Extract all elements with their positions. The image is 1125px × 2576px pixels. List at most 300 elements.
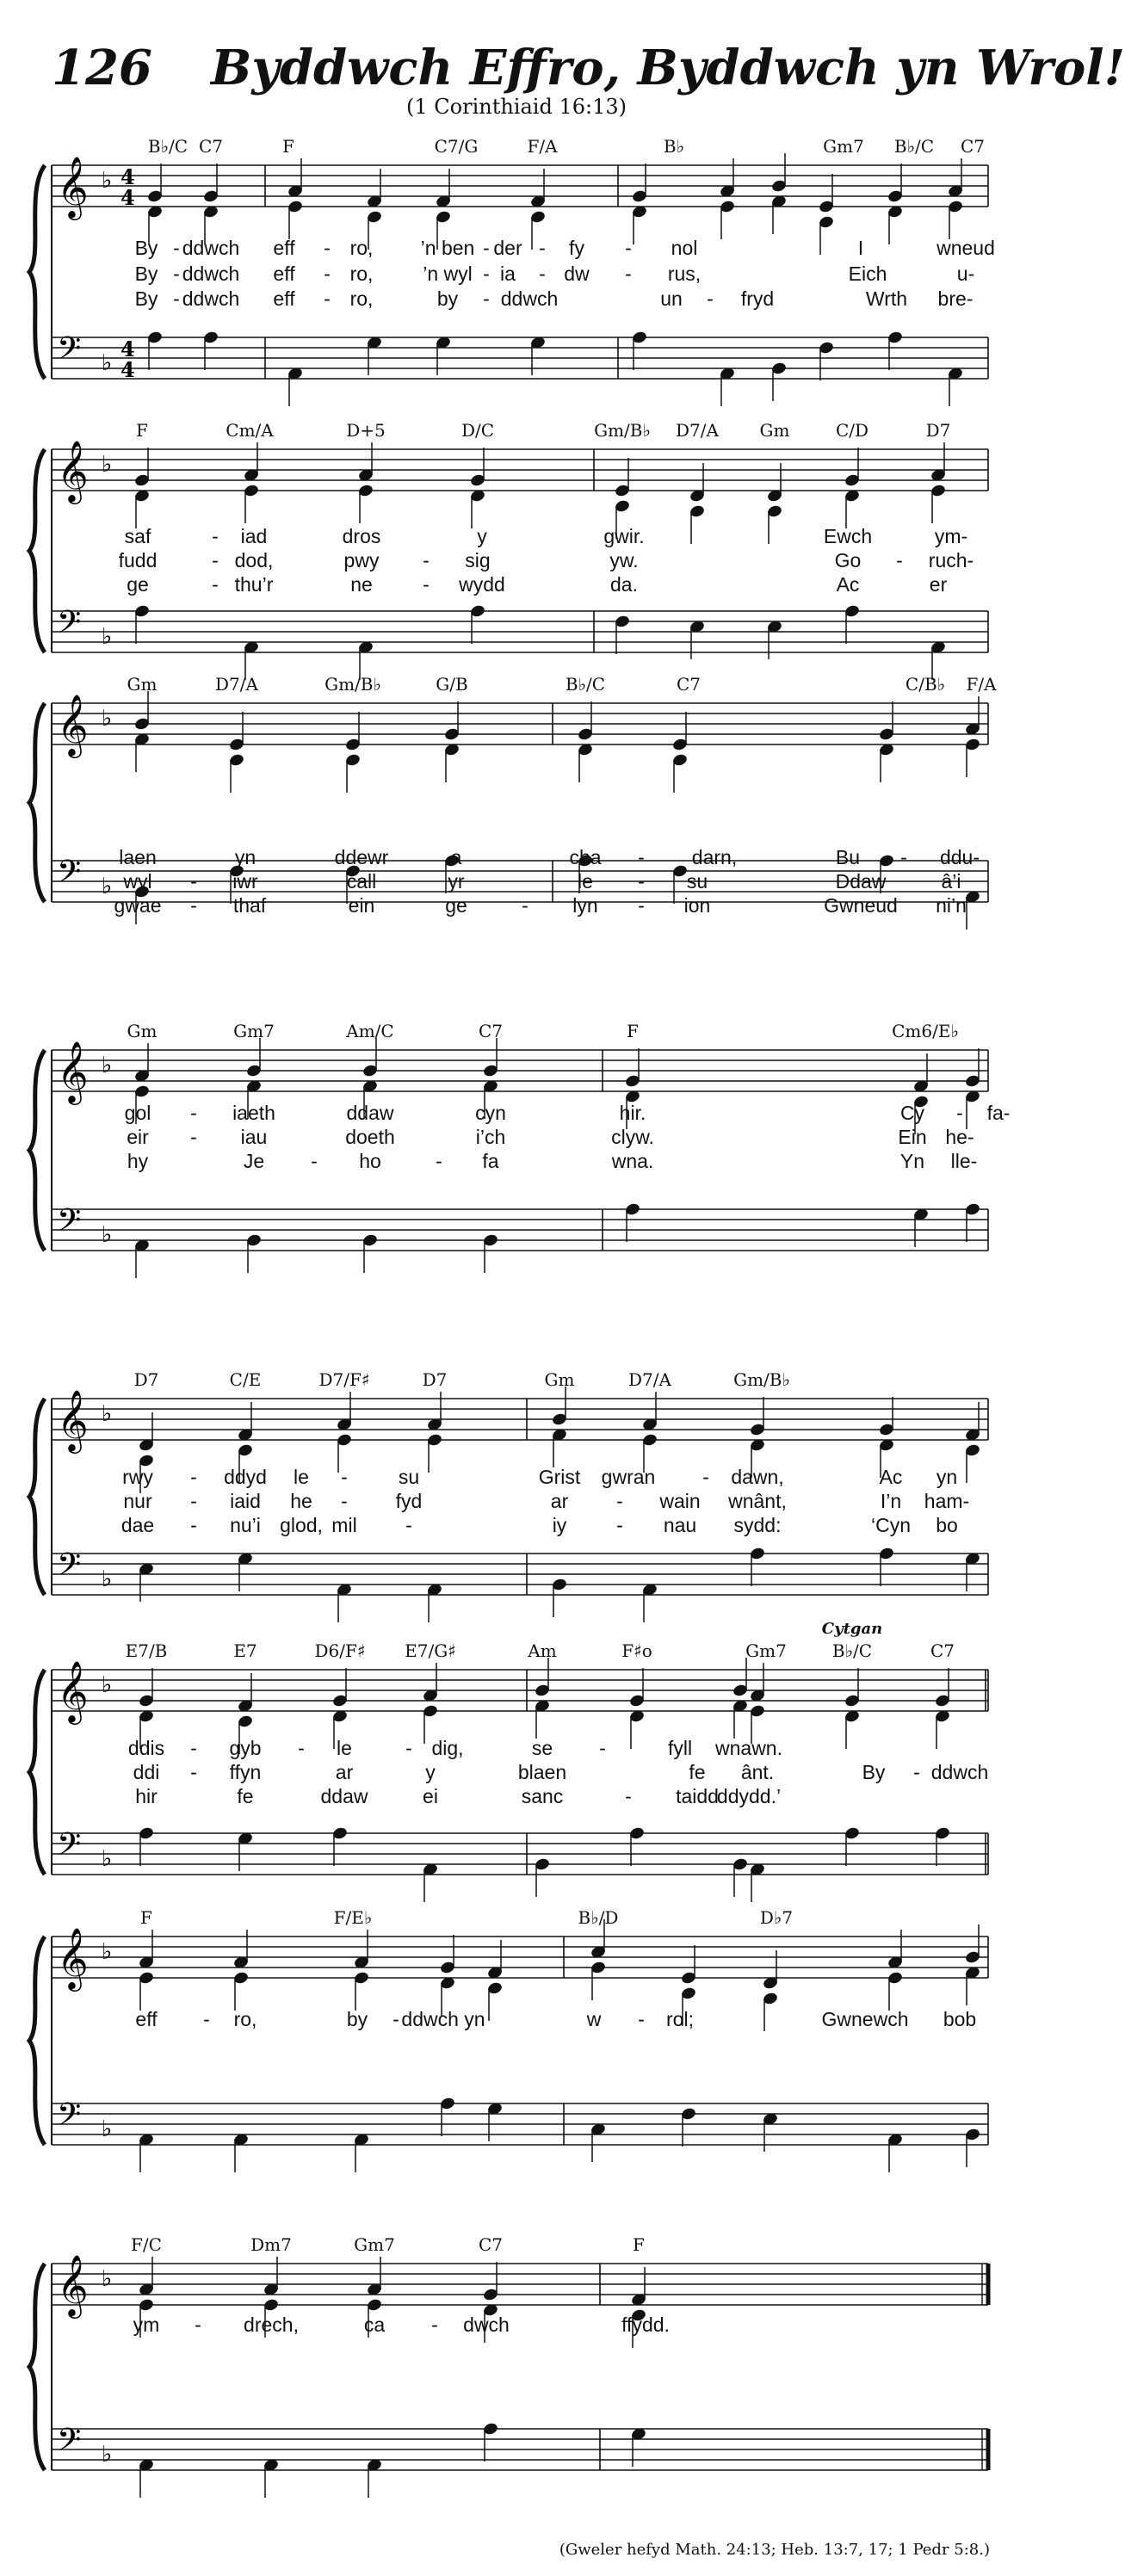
- lyric-syllable: by: [436, 287, 459, 310]
- lyric-syllable: -: [539, 237, 546, 259]
- lyric-syllable: eff: [135, 2008, 158, 2030]
- key-flat-icon: ♭: [102, 2116, 113, 2142]
- lyric-syllable: ’n wyl: [423, 263, 473, 285]
- lyric-syllable: -: [324, 287, 331, 310]
- chord-symbol: C7: [478, 2234, 504, 2255]
- lyric-syllable: ddis: [127, 1737, 165, 1759]
- lyric-syllable: dae: [121, 1514, 155, 1536]
- lyric-syllable: ddwch: [182, 237, 240, 259]
- lyric-syllable: le: [337, 1737, 352, 1759]
- lyric-syllable: ro,: [349, 287, 374, 310]
- lyric-syllable: cha: [569, 846, 602, 868]
- lyric-syllable: -: [539, 263, 546, 285]
- chord-symbol: Gm7: [233, 1021, 275, 1041]
- lyric-syllable: fe: [237, 1785, 254, 1807]
- chord-symbol: C7: [676, 674, 702, 695]
- treble-clef-icon: 𝄞: [57, 1388, 89, 1451]
- staff-system: [0, 2238, 1033, 2513]
- lyric-syllable: ge: [445, 894, 467, 917]
- lyric-syllable: -: [625, 263, 632, 285]
- chord-symbol: G/B: [436, 674, 468, 695]
- lyric-syllable: dig,: [431, 1737, 464, 1759]
- lyric-syllable: -: [707, 287, 714, 310]
- chord-symbol: Am/C: [346, 1021, 394, 1041]
- lyric-syllable: a: [450, 846, 462, 868]
- refrain-cue: Cytgan: [821, 1620, 883, 1638]
- lyric-syllable: Cy: [899, 1102, 925, 1124]
- lyric-syllable: -: [212, 573, 219, 596]
- chord-symbol: Gm7: [745, 1640, 787, 1661]
- chord-symbol: F/C: [131, 2234, 162, 2255]
- lyric-syllable: -: [324, 263, 331, 285]
- lyric-syllable: Wrth: [865, 287, 908, 310]
- lyric-syllable: u-: [956, 263, 975, 285]
- lyric-syllable: ddwch: [182, 287, 240, 310]
- lyric-syllable: fy: [569, 237, 584, 259]
- key-flat-icon: ♭: [102, 1053, 113, 1078]
- key-flat-icon: ♭: [102, 2266, 113, 2292]
- lyric-syllable: iau: [240, 1126, 268, 1148]
- lyric-syllable: su: [398, 1466, 420, 1488]
- lyric-syllable: -: [212, 525, 219, 547]
- lyric-syllable: dawn,: [731, 1466, 784, 1488]
- lyric-syllable: -: [190, 1761, 197, 1783]
- lyric-syllable: fa-: [986, 1102, 1011, 1124]
- lyric-syllable: -: [896, 549, 903, 571]
- footer-references: (Gweler hefyd Math. 24:13; Heb. 13:7, 17; 1 Pedr 5:8.): [559, 2541, 990, 2559]
- lyric-syllable: pwy: [343, 549, 380, 571]
- lyric-syllable: -: [190, 894, 197, 917]
- lyric-syllable: rol;: [666, 2008, 694, 2030]
- lyric-syllable: iaid: [230, 1490, 261, 1512]
- treble-clef-icon: 𝄞: [57, 1040, 89, 1103]
- chord-symbol: D7: [925, 420, 951, 441]
- lyric-syllable: -: [393, 2008, 399, 2030]
- chord-symbol: C/B♭: [905, 674, 946, 695]
- chord-symbol: D♭7: [759, 1907, 794, 1928]
- lyric-syllable: -: [625, 237, 632, 259]
- lyric-syllable: Ac: [836, 573, 860, 596]
- lyric-syllable: ham-: [924, 1490, 970, 1512]
- lyric-syllable: Ewch: [823, 525, 873, 547]
- lyric-syllable: ro,: [349, 237, 374, 259]
- lyric-syllable: -: [616, 1514, 623, 1536]
- lyric-syllable: -: [483, 287, 490, 310]
- lyric-syllable: fudd: [118, 549, 158, 571]
- lyric-syllable: mil: [331, 1514, 357, 1536]
- lyric-syllable: -: [341, 1466, 348, 1488]
- chord-symbol: C/E: [229, 1369, 262, 1390]
- lyric-syllable: -: [423, 549, 430, 571]
- lyric-syllable: ein: [348, 894, 375, 917]
- treble-clef-icon: 𝄞: [57, 155, 89, 218]
- lyric-syllable: i’ch: [475, 1126, 506, 1148]
- lyric-syllable: ddwch: [182, 263, 240, 285]
- lyric-syllable: yn: [936, 1466, 958, 1488]
- lyric-syllable: ddwch: [930, 1761, 989, 1783]
- lyric-syllable: ro,: [233, 2008, 257, 2030]
- music-system: [0, 1016, 1033, 1291]
- key-flat-icon: ♭: [102, 1846, 113, 1872]
- lyric-syllable: thaf: [232, 894, 267, 917]
- lyric-syllable: -: [173, 263, 180, 285]
- hymn-title: Byddwch Effro, Byddwch yn Wrol!: [211, 40, 1125, 96]
- lyric-syllable: yr: [448, 870, 465, 893]
- lyric-syllable: er: [929, 573, 948, 596]
- chord-symbol: B♭/C: [831, 1640, 873, 1661]
- lyric-syllable: -: [900, 846, 907, 868]
- chord-symbol: Gm: [759, 420, 790, 441]
- lyric-syllable: gol: [124, 1102, 151, 1124]
- lyric-syllable: -: [195, 2313, 201, 2336]
- chord-symbol: Gm: [544, 1369, 575, 1390]
- lyric-syllable: -: [702, 1466, 709, 1488]
- lyric-syllable: -: [311, 1150, 318, 1172]
- staff-system: [0, 1911, 1033, 2186]
- lyric-syllable: -: [599, 1737, 606, 1759]
- lyric-syllable: yw.: [609, 549, 639, 571]
- key-flat-icon: ♭: [102, 168, 113, 194]
- lyric-syllable: un: [660, 287, 683, 310]
- lyric-syllable: -: [956, 1102, 963, 1124]
- lyric-syllable: bre-: [937, 287, 974, 310]
- lyric-syllable: he: [290, 1490, 312, 1512]
- treble-clef-icon: 𝄞: [57, 693, 89, 756]
- chord-symbol: F/E♭: [333, 1907, 373, 1928]
- lyric-syllable: â’i: [941, 870, 961, 893]
- hymn-number: 126: [52, 40, 152, 96]
- lyric-syllable: -: [483, 237, 490, 259]
- music-system: [0, 1620, 1033, 1919]
- chord-symbol: Dm7: [250, 2234, 292, 2255]
- lyric-syllable: ddaw: [346, 1102, 394, 1124]
- lyric-syllable: -: [173, 237, 180, 259]
- key-flat-icon: ♭: [102, 350, 113, 376]
- key-flat-icon: ♭: [102, 706, 113, 732]
- chord-symbol: Gm/B♭: [733, 1369, 790, 1390]
- key-flat-icon: ♭: [102, 2442, 113, 2468]
- lyric-syllable: iaeth: [232, 1102, 275, 1124]
- bass-clef-icon: 𝄢: [57, 2097, 82, 2140]
- lyric-syllable: hy: [127, 1150, 149, 1172]
- lyric-syllable: ion: [683, 894, 711, 917]
- lyric-syllable: By: [134, 263, 158, 285]
- lyric-syllable: dwch: [463, 2313, 510, 2336]
- lyric-syllable: nur: [123, 1490, 152, 1512]
- chord-symbol: D7/A: [628, 1369, 671, 1390]
- lyric-syllable: Go: [834, 549, 862, 571]
- lyric-syllable: y: [477, 525, 487, 547]
- lyric-syllable: eff: [273, 287, 295, 310]
- lyric-syllable: bo: [936, 1514, 958, 1536]
- chord-symbol: D7: [422, 1369, 448, 1390]
- lyric-syllable: fa: [482, 1150, 499, 1172]
- staff-system: [0, 1016, 1033, 1291]
- lyric-syllable: -: [298, 1737, 305, 1759]
- chord-symbol: D7/F♯: [318, 1369, 370, 1390]
- lyric-syllable: ddwch yn: [401, 2008, 485, 2030]
- time-signature: 4: [121, 185, 135, 210]
- lyric-syllable: sanc: [521, 1785, 564, 1807]
- chord-symbol: F: [136, 420, 148, 441]
- chord-symbol: C7: [198, 136, 224, 157]
- key-flat-icon: ♭: [102, 1222, 113, 1248]
- lyric-syllable: iwr: [232, 870, 258, 893]
- lyric-syllable: wydd: [459, 573, 505, 596]
- music-system: [0, 2234, 1033, 2513]
- lyric-syllable: By: [862, 1761, 886, 1783]
- lyric-syllable: Grist: [538, 1466, 581, 1488]
- lyric-syllable: ddyd: [224, 1466, 267, 1488]
- lyric-syllable: -: [324, 237, 331, 259]
- key-flat-icon: ♭: [102, 624, 113, 650]
- lyric-syllable: -: [616, 1490, 623, 1512]
- treble-clef-icon: 𝄞: [57, 1659, 89, 1722]
- music-system: [0, 1907, 1033, 2186]
- lyric-syllable: -: [190, 1126, 197, 1148]
- lyric-syllable: Gwneud: [824, 894, 898, 917]
- chord-symbol: F: [633, 2234, 645, 2255]
- chord-symbol: Gm: [127, 1021, 158, 1041]
- lyric-syllable: -: [190, 1514, 197, 1536]
- lyric-syllable: gwae: [114, 894, 162, 917]
- lyric-syllable: ge: [127, 573, 149, 596]
- key-flat-icon: ♭: [102, 1401, 113, 1427]
- lyric-syllable: Ein: [898, 1126, 927, 1148]
- chord-symbol: Gm/B♭: [594, 420, 651, 441]
- treble-clef-icon: 𝄞: [57, 1926, 89, 1989]
- bass-clef-icon: 𝄢: [57, 854, 82, 898]
- chord-symbol: F: [282, 136, 294, 157]
- key-flat-icon: ♭: [102, 452, 113, 478]
- chord-symbol: F/A: [966, 674, 997, 695]
- key-flat-icon: ♭: [102, 1566, 113, 1592]
- chord-symbol: F: [627, 1021, 639, 1041]
- lyric-syllable: -: [190, 1490, 197, 1512]
- lyric-syllable: eff: [273, 237, 295, 259]
- lyric-syllable: clyw.: [611, 1126, 654, 1148]
- lyric-syllable: wna.: [611, 1150, 654, 1172]
- lyric-syllable: ddydd.’: [716, 1785, 782, 1807]
- chord-symbol: D7: [133, 1369, 159, 1390]
- lyric-syllable: -: [341, 1490, 348, 1512]
- key-flat-icon: ♭: [102, 1672, 113, 1698]
- time-signature: 4: [121, 164, 135, 189]
- lyric-syllable: su: [686, 870, 708, 893]
- lyric-syllable: Eich: [848, 263, 887, 285]
- music-system: [0, 667, 1033, 942]
- treble-clef-icon: 𝄞: [57, 439, 89, 502]
- bass-clef-icon: 𝄢: [57, 2422, 82, 2466]
- key-flat-icon: ♭: [102, 1939, 113, 1965]
- lyric-syllable: -: [212, 549, 219, 571]
- lyric-syllable: saf: [124, 525, 151, 547]
- lyric-syllable: lle-: [950, 1150, 978, 1172]
- lyric-syllable: ddu-: [939, 846, 980, 868]
- lyric-syllable: -: [638, 870, 645, 893]
- music-system: [0, 129, 1033, 405]
- lyric-syllable: Je: [243, 1150, 265, 1172]
- lyric-syllable: ruch-: [928, 549, 974, 571]
- lyric-syllable: drech,: [244, 2313, 299, 2336]
- lyric-syllable: yn: [234, 846, 257, 868]
- lyric-syllable: rwy: [122, 1466, 153, 1488]
- scripture-reference: (1 Corinthiaid 16:13): [406, 95, 627, 119]
- brace: [29, 2264, 45, 2470]
- music-system: [0, 413, 1033, 689]
- chord-symbol: B♭: [663, 136, 685, 157]
- treble-clef-icon: 𝄞: [57, 2253, 89, 2316]
- bass-clef-icon: 𝄢: [57, 604, 82, 648]
- lyric-syllable: ho: [359, 1150, 381, 1172]
- chord-symbol: Gm: [127, 674, 158, 695]
- bass-clef-icon: 𝄢: [57, 1547, 82, 1591]
- lyric-syllable: By: [134, 237, 158, 259]
- lyric-syllable: eir: [127, 1126, 149, 1148]
- lyric-syllable: glod,: [280, 1514, 323, 1536]
- chord-symbol: Gm7: [354, 2234, 395, 2255]
- brace: [29, 1399, 45, 1595]
- lyric-syllable: le: [578, 870, 593, 893]
- lyric-syllable: -: [423, 573, 430, 596]
- lyric-syllable: by: [346, 2008, 368, 2030]
- bass-clef-icon: 𝄢: [57, 1826, 82, 1870]
- lyric-syllable: doeth: [345, 1126, 395, 1148]
- bass-clef-icon: 𝄢: [57, 1202, 82, 1246]
- chord-symbol: E7/G♯: [405, 1640, 456, 1661]
- lyric-syllable: sig: [465, 549, 491, 571]
- lyric-syllable: ym-: [934, 525, 968, 547]
- lyric-syllable: call: [346, 870, 377, 893]
- lyric-syllable: -: [431, 2313, 438, 2336]
- lyric-syllable: wain: [659, 1490, 701, 1512]
- lyric-syllable: ne: [350, 573, 373, 596]
- chord-symbol: B♭/D: [578, 1907, 619, 1928]
- chord-symbol: F♯o: [621, 1640, 652, 1661]
- lyric-syllable: ddi: [133, 1761, 160, 1783]
- lyric-syllable: -: [190, 1102, 197, 1124]
- lyric-syllable: thu’r: [234, 573, 274, 596]
- lyric-syllable: Ac: [879, 1466, 903, 1488]
- lyric-syllable: ddwch: [500, 287, 559, 310]
- lyric-syllable: ei: [423, 1785, 438, 1807]
- lyric-syllable: I: [857, 237, 864, 259]
- lyric-syllable: wneud: [936, 237, 995, 259]
- lyric-syllable: By: [134, 287, 158, 310]
- chord-symbol: Cm6/E♭: [892, 1021, 959, 1041]
- lyric-syllable: ca: [363, 2313, 386, 2336]
- lyric-syllable: der: [493, 237, 522, 259]
- chord-symbol: F: [140, 1907, 152, 1928]
- lyric-syllable: -: [436, 1150, 442, 1172]
- lyric-syllable: dw: [564, 263, 590, 285]
- lyric-syllable: nau: [663, 1514, 697, 1536]
- chord-symbol: C/D: [835, 420, 869, 441]
- chord-symbol: C7/G: [434, 136, 479, 157]
- lyric-syllable: se: [531, 1737, 553, 1759]
- chord-symbol: D7/A: [676, 420, 719, 441]
- lyric-syllable: Ddaw: [835, 870, 887, 893]
- lyric-syllable: iad: [240, 525, 268, 547]
- chord-symbol: C7: [930, 1640, 955, 1661]
- chord-symbol: Gm/B♭: [325, 674, 381, 695]
- lyric-syllable: -: [638, 894, 645, 917]
- chord-symbol: D6/F♯: [314, 1640, 366, 1661]
- lyric-syllable: w: [586, 2008, 602, 2030]
- lyric-syllable: da.: [610, 573, 638, 596]
- music-system: [0, 1369, 1033, 1648]
- lyric-syllable: ym: [133, 2313, 160, 2336]
- time-signature: 4: [121, 337, 135, 361]
- lyric-syllable: fe: [689, 1761, 706, 1783]
- brace: [29, 165, 45, 379]
- chord-symbol: B♭/C: [565, 674, 606, 695]
- chord-symbol: B♭/C: [147, 136, 189, 157]
- bass-clef-icon: 𝄢: [57, 330, 82, 374]
- chord-symbol: E7: [233, 1640, 257, 1661]
- lyric-syllable: gyb: [229, 1737, 262, 1759]
- lyric-syllable: nol: [671, 237, 698, 259]
- lyric-syllable: -: [190, 870, 197, 893]
- lyric-syllable: le: [294, 1466, 309, 1488]
- chord-symbol: F/A: [527, 136, 558, 157]
- lyric-syllable: rus,: [667, 263, 702, 285]
- lyric-syllable: dod,: [234, 549, 274, 571]
- brace: [29, 1670, 45, 1875]
- lyric-syllable: -: [638, 2008, 645, 2030]
- lyric-syllable: y: [425, 1761, 436, 1783]
- brace: [29, 1937, 45, 2145]
- lyric-syllable: ddaw: [320, 1785, 368, 1807]
- lyric-syllable: hir: [135, 1785, 158, 1807]
- lyric-syllable: I’n: [880, 1490, 902, 1512]
- lyric-syllable: sydd:: [733, 1514, 782, 1536]
- lyric-syllable: -: [625, 1785, 632, 1807]
- chord-symbol: Gm7: [823, 136, 864, 157]
- lyric-syllable: Bu: [835, 846, 861, 868]
- key-flat-icon: ♭: [102, 874, 113, 899]
- chord-symbol: D/C: [461, 420, 495, 441]
- chord-symbol: Cm/A: [226, 420, 274, 441]
- lyric-syllable: he-: [945, 1126, 974, 1148]
- lyric-syllable: -: [405, 1737, 412, 1759]
- lyric-syllable: Gwnewch: [821, 2008, 909, 2030]
- chord-symbol: D+5: [346, 420, 386, 441]
- chord-symbol: D7/A: [215, 674, 258, 695]
- lyric-syllable: ni’n: [936, 894, 967, 917]
- lyric-syllable: wnânt,: [728, 1490, 787, 1512]
- lyric-syllable: bob: [943, 2008, 977, 2030]
- brace: [29, 1050, 45, 1251]
- lyric-syllable: hir.: [619, 1102, 646, 1124]
- lyric-syllable: ‘Cyn: [870, 1514, 912, 1536]
- chord-symbol: C7: [960, 136, 986, 157]
- chord-symbol: C7: [478, 1021, 504, 1041]
- lyric-syllable: lyn: [572, 894, 598, 917]
- lyric-syllable: taidd: [676, 1785, 719, 1807]
- lyric-syllable: ânt.: [740, 1761, 775, 1783]
- lyric-syllable: -: [173, 287, 180, 310]
- lyric-syllable: wyl: [123, 870, 152, 893]
- lyric-syllable: iy: [552, 1514, 567, 1536]
- brace: [29, 449, 45, 652]
- lyric-syllable: -: [405, 1514, 412, 1536]
- lyric-syllable: fryd: [740, 287, 775, 310]
- lyric-syllable: ffyn: [229, 1761, 262, 1783]
- lyric-syllable: ia: [500, 263, 516, 285]
- lyric-syllable: laen: [119, 846, 157, 868]
- lyric-syllable: dros: [342, 525, 381, 547]
